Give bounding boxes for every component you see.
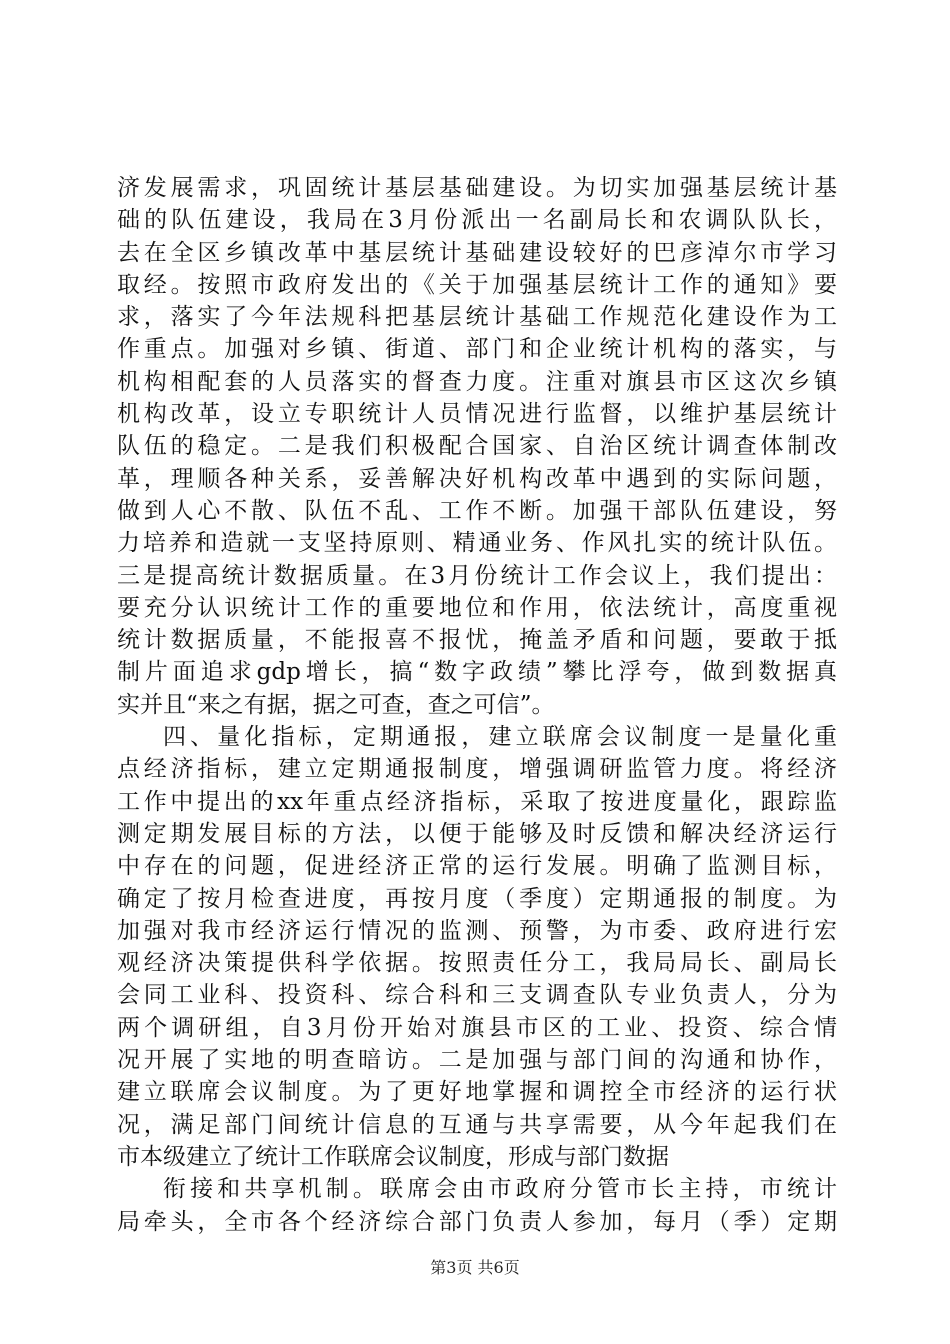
text-line: 础的队伍建设，我局在3月份派出一名副局长和农调队队长， — [117, 207, 837, 234]
text-line: 会同工业科、投资科、综合科和三支调查队专业负责人，分为 — [117, 982, 837, 1009]
text-line: 确定了按月检查进度，再按月度（季度）定期通报的制度。为 — [117, 885, 837, 912]
body-text — [117, 172, 837, 1238]
text-line: 济发展需求，巩固统计基层基础建设。为切实加强基层统计基 — [117, 175, 837, 201]
text-line: 观经济决策提供科学依据。按照责任分工，我局局长、副局长 — [117, 950, 837, 977]
text-line: 实并且“来之有据，据之可查，查之可信”。 — [117, 691, 555, 718]
page-footer: 第3页 共6页 — [430, 1258, 520, 1277]
text-line: 衔接和共享机制。联席会由市政府分管市长主持，市统计 — [163, 1176, 837, 1203]
text-line: 取经。按照市政府发出的《关于加强基层统计工作的通知》要 — [117, 271, 837, 298]
text-line: 况，满足部门间统计信息的互通与共享需要，从今年起我们在 — [117, 1111, 837, 1138]
text-line: 力培养和造就一支坚持原则、精通业务、作风扎实的统计队伍。 — [117, 530, 837, 557]
text-line: 加强对我市经济运行情况的监测、预警，为市委、政府进行宏 — [117, 917, 837, 944]
text-line: 机构相配套的人员落实的督查力度。注重对旗县市区这次乡镇 — [117, 368, 837, 395]
text-line: 局牵头，全市各个经济综合部门负责人参加，每月（季）定期 — [117, 1208, 837, 1235]
text-line: 况开展了实地的明查暗访。二是加强与部门间的沟通和协作， — [117, 1047, 837, 1074]
text-line: 三是提高统计数据质量。在3月份统计工作会议上，我们提出： — [117, 562, 837, 589]
text-line: 工作中提出的xx年重点经济指标，采取了按进度量化，跟踪监 — [117, 788, 837, 815]
text-line: 建立联席会议制度。为了更好地掌握和调控全市经济的运行状 — [117, 1079, 837, 1106]
text-line: 测定期发展目标的方法，以便于能够及时反馈和解决经济运行 — [117, 820, 837, 847]
text-line: 制片面追求gdp增长，搞“数字政绩”攀比浮夸，做到数据真 — [117, 659, 837, 686]
text-line: 队伍的稳定。二是我们积极配合国家、自治区统计调查体制改 — [117, 433, 837, 460]
text-line: 点经济指标，建立定期通报制度，增强调研监管力度。将经济 — [117, 756, 837, 783]
text-line: 市本级建立了统计工作联席会议制度，形成与部门数据 — [117, 1143, 669, 1170]
text-line: 两个调研组，自3月份开始对旗县市区的工业、投资、综合情 — [117, 1014, 837, 1041]
text-line: 去在全区乡镇改革中基层统计基础建设较好的巴彦淖尔市学习 — [117, 239, 837, 266]
text-line: 作重点。加强对乡镇、街道、部门和企业统计机构的落实，与 — [117, 336, 837, 363]
text-line: 机构改革，设立专职统计人员情况进行监督，以维护基层统计 — [117, 401, 837, 428]
text-line: 求，落实了今年法规科把基层统计基础工作规范化建设作为工 — [117, 304, 837, 331]
text-line: 做到人心不散、队伍不乱、工作不断。加强干部队伍建设，努 — [117, 497, 837, 524]
text-line: 要充分认识统计工作的重要地位和作用，依法统计，高度重视 — [117, 594, 837, 621]
text-line: 统计数据质量，不能报喜不报忧，掩盖矛盾和问题，要敢于抵 — [117, 627, 837, 654]
text-line: 革，理顺各种关系，妥善解决好机构改革中遇到的实际问题， — [117, 465, 837, 492]
text-line: 四、量化指标，定期通报，建立联席会议制度一是量化重 — [163, 724, 837, 751]
text-line: 中存在的问题，促进经济正常的运行发展。明确了监测目标， — [117, 853, 837, 880]
